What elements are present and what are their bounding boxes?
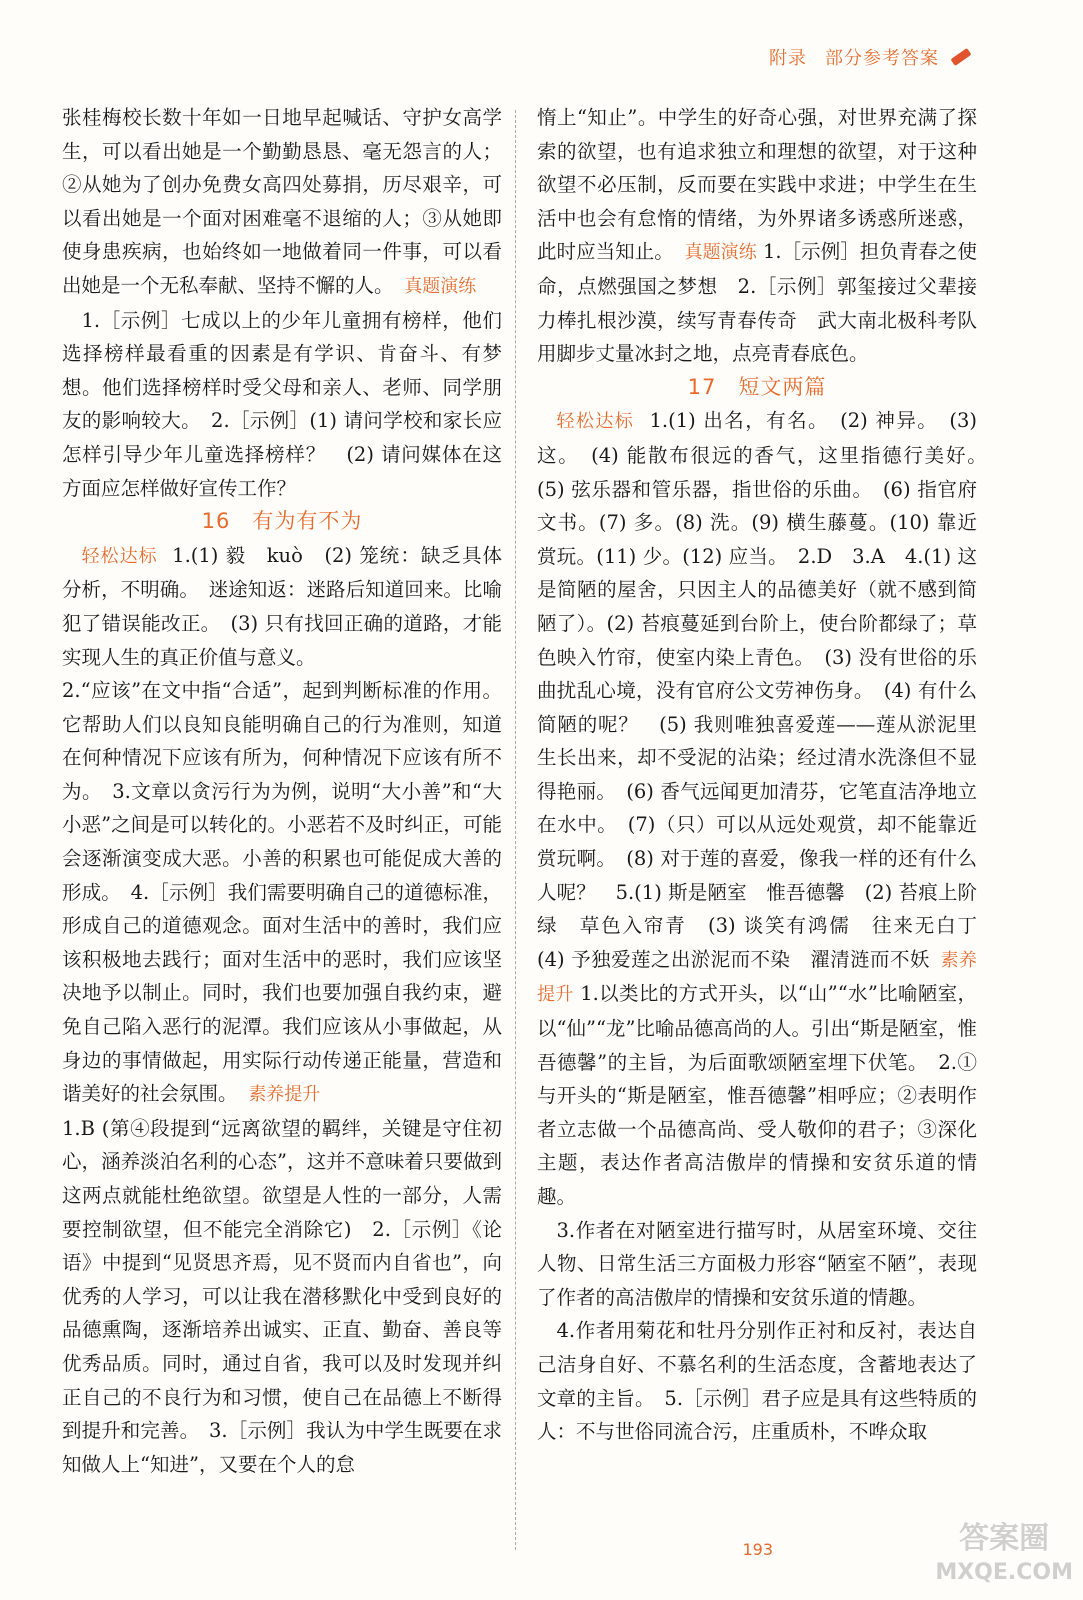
section-tag-qingsong: 轻松达标 [556,411,635,433]
section-tag-suyang: 素养提升 [537,949,977,1006]
paragraph: 4.作者用菊花和牡丹分别作正衬和反衬，表达自己洁身自好、不慕名利的生活态度，含蓄地表达了文章的主旨。 5.［示例］君子应是具有这些特质的人：不与世俗同流合污，庄重质朴，不哗众取 [537,1319,977,1444]
header-title: 部分参考答案 [825,48,939,69]
column-divider [515,110,516,1550]
section-tag-qingsong: 轻松达标 [81,545,158,567]
paragraph-text: 1.以类比的方式开头，以“山”“水”比喻陋室，以“仙”“龙”比喻品德高尚的人。引出“斯是陋室，惟吾德馨”的主旨，为后面歌颂陋室埋下伏笔。 2.①与开头的“斯是陋室，惟吾德馨”相呼应；②表明作者立志做一个品德高尚、受人敬仰的君子；③深化主题，表达作者高洁傲岸的情操和安贫乐道的情趣。 [537,982,978,1208]
paragraph: 1.［示例］七成以上的少年儿童拥有榜样，他们选择榜样最看重的因素是有学识、肯奋斗、有梦想。他们选择榜样时受父母和亲人、老师、同学朋友的影响较大。 2.［示例］(1) 请问学校和家长应怎样引导少年儿童选择榜样？ (2) 请问媒体在这方面应怎样做好宣传工作？ [62,308,502,500]
section-title-17: 17 短文两篇 [687,374,827,399]
paragraph-text: 1.(1) 毅 kuò (2) 笼统：缺乏具体分析，不明确。 迷途知返：迷路后知道回来。比喻犯了错误能改正。 (3) 只有找回正确的道路，才能实现人生的真正价值与意义。 [62,543,502,669]
paragraph-text: 1.［示例］担负青春之使命，点燃强国之梦想 2.［示例］郭玺接过父辈接力棒扎根沙漠，续写青春传奇 武大南北极科考队用脚步丈量冰封之地，点亮青春底色。 [537,240,978,366]
paragraph: 1.B (第④段提到“远离欲望的羁绊，关键是守住初心，涵养淡泊名利的心态”，这并不意味着只要做到这两点就能杜绝欲望。欲望是人性的一部分，人需要控制欲望，但不能完全消除它) 2.［示例］《论语》中提到“见贤思齐焉，见不贤而内自省也”，向优秀的人学习，可以让我在潜移默化中受到良好的品德熏陶，逐渐培养出诚实、正直、勤奋、善良等优秀品质。同时，通过自省，我可以及时发现并纠正自己的不良行为和习惯，使自己在品德上不断得到提升和完善。 3.［示例］我认为中学生既要在求知做人上“知进”，又要在个人的怠 [62,1116,502,1476]
page-number: 193 [742,1540,773,1559]
watermark-line: MXQE.COM [935,1560,1073,1585]
section-tag-suyang: 素养提升 [248,1084,321,1106]
paragraph-text: 惰上“知止”。中学生的好奇心强，对世界充满了探索的欲望，也有追求独立和理想的欲望，对于这种欲望不必压制，反而要在实践中求进；中学生在生活中也会有怠惰的情绪，为外界诸多诱惑所迷惑，此时应当知止。 [537,106,977,264]
paragraph [62,539,502,674]
paragraph: 3.作者在对陋室进行描写时，从居室环境、交往人物、日常生活三方面极力形容“陋室不陋”，表现了作者的高洁傲岸的情操和安贫乐道的情趣。 [537,1218,977,1309]
paragraph [537,404,997,1213]
section-tag-zhenti: 真题演练 [684,242,757,264]
appendix-label: 附录 [769,48,807,69]
paragraph [62,674,502,1112]
pencil-icon [949,51,975,63]
paragraph [62,101,502,304]
page-header [769,44,975,70]
section-tag-zhenti: 真题演练 [404,275,477,297]
left-column [62,101,502,1481]
paragraph-text: 1.(1) 出名，有名。 (2) 神异。 (3) 这。 (4) 能散布很远的香气，这里指德行美好。 (5) 弦乐器和管乐器，指世俗的乐曲。 (6) 指官府文书。(7) 多。(8) 洗。(9) 横生藤蔓。(10) 靠近赏玩。(11) 少。(12) 应当。 2.D 3.A 4.(1) 这是简陋的屋舍，只因主人的品德美好（就不感到简陋了）。(2) 苔痕蔓延到台阶上，使台阶都绿了；草色映入竹帘，使室内染上青色。 (3) 没有世俗的乐曲扰乱心境，没有官府公文劳神伤身。 (4) 有什么简陋的呢？ (5) 我则唯独喜爱莲——莲从淤泥里生长出来，却不受泥的沾染；经过清水洗涤但不显得艳丽。 (6) 香气远闻更加清芬，它笔直洁净地立在水中。 (7)（只）可以从远处观赏，却不能靠近赏玩啊。 (8) 对于莲的喜爱，像我一样的还有什么人呢？ 5.(1) 斯是陋室 惟吾德馨 (2) 苔痕上阶绿 草色入帘青 (3) 谈笑有鸿儒 往来无白丁 (4) 予独爱莲之出淤泥而不染 濯清涟而不妖 [537,409,997,971]
paragraph-text: 2.“应该”在文中指“合适”，起到判断标准的作用。它帮助人们以良知良能明确自己的行为准则，知道在何种情况下应该有所为，何种情况下应该有所不为。 3.文章以贪污行为为例，说明“大小善”和“大小恶”之间是可以转化的。小恶若不及时纠正，可能会逐渐演变成大恶。小善的积累也可能促成大善的形成。 4.［示例］我们需要明确自己的道德标准，形成自己的道德观念。面对生活中的善时，我们应该积极地去践行；面对生活中的恶时，我们应该坚决地予以制止。同时，我们也要加强自我约束，避免自己陷入恶行的泥潭。我们应该从小事做起，从身边的事情做起，用实际行动传递正能量，营造和谐美好的社会氛围。 [62,679,502,1106]
watermark-line: 答案圈 [959,1521,1050,1556]
paragraph-text: 张桂梅校长数十年如一日地早起喊话、守护女高学生，可以看出她是一个勤勤恳恳、毫无怨言的人；②从她为了创办免费女高四处募捐，历尽艰辛，可以看出她是一个面对困难毫不退缩的人；③从她即使身患疾病，也始终如一地做着同一件事，可以看出她是一个无私奉献、坚持不懈的人。 [62,106,502,297]
paragraph [537,101,977,371]
watermark-logo [935,1522,1073,1590]
section-title-16: 16 有为有不为 [201,509,363,534]
right-column [537,101,997,1449]
